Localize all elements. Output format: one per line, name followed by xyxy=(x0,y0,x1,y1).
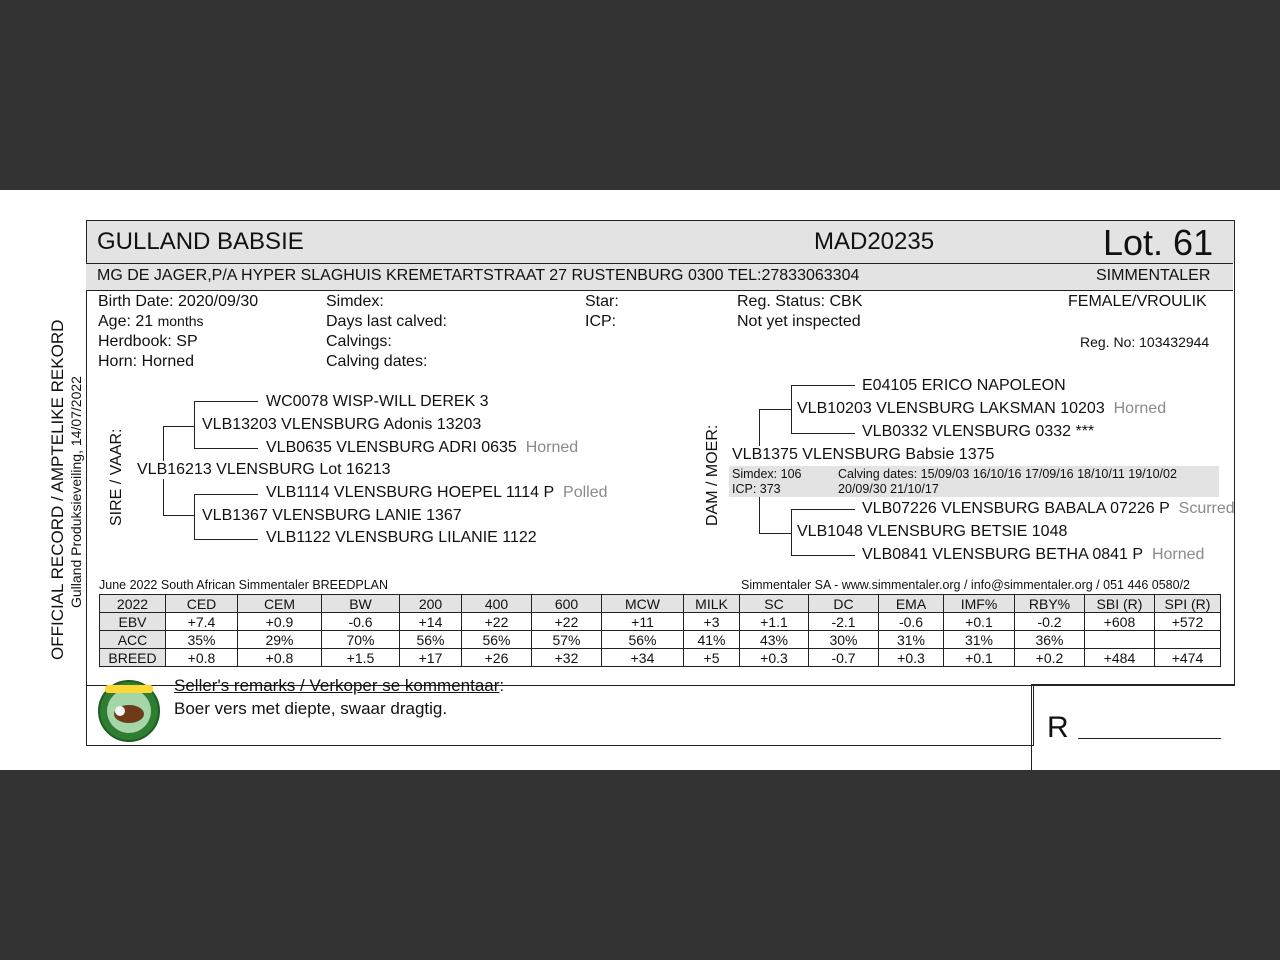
ebv-cell: 70% xyxy=(322,631,400,649)
ebv-cell: 43% xyxy=(740,631,809,649)
price-label: R xyxy=(1047,711,1069,744)
ebv-cell: -0.6 xyxy=(879,613,944,631)
ebv-header-cell: EMA xyxy=(879,595,944,613)
ebv-header-cell: 2022 xyxy=(100,595,166,613)
star-label: Star: xyxy=(585,293,619,310)
ebv-cell: +32 xyxy=(532,649,602,667)
calvings-label: Calvings: xyxy=(326,333,392,350)
ebv-cell: 56% xyxy=(462,631,532,649)
ebv-cell: -2.1 xyxy=(809,613,879,631)
sire-sire: VLB13203 VLENSBURG Adonis 13203 xyxy=(202,416,482,433)
dam-label: DAM / MOER: xyxy=(704,424,721,526)
age: Age: 21 months xyxy=(98,313,204,330)
ebv-cell: +3 xyxy=(684,613,740,631)
sire-sire-sire: WC0078 WISP-WILL DEREK 3 xyxy=(266,393,489,410)
ebv-cell: 36% xyxy=(1015,631,1085,649)
ebv-row xyxy=(100,613,1221,631)
simdex-label: Simdex: xyxy=(326,293,384,310)
sire: VLB16213 VLENSBURG Lot 16213 xyxy=(137,461,391,478)
ebv-cell: 56% xyxy=(400,631,462,649)
ebv-cell: 56% xyxy=(602,631,684,649)
ebv-cell: +5 xyxy=(684,649,740,667)
dam-sire-dam: VLB0332 VLENSBURG 0332 *** xyxy=(862,423,1095,440)
dam-bracket-top xyxy=(759,409,760,447)
lot-number: Lot. 61 xyxy=(1103,222,1214,263)
ebv-header-cell: CEM xyxy=(238,595,322,613)
ebv-cell: +34 xyxy=(602,649,684,667)
ebv-row-label: EBV xyxy=(100,613,166,631)
ebv-cell: 35% xyxy=(166,631,238,649)
sire-label: SIRE / VAAR: xyxy=(108,428,125,526)
ebv-header-cell: SC xyxy=(740,595,809,613)
ebv-header-cell: SBI (R) xyxy=(1085,595,1155,613)
ebv-header-cell: SPI (R) xyxy=(1155,595,1221,613)
birth-date: Birth Date: 2020/09/30 xyxy=(98,293,259,310)
ss-bracket xyxy=(194,401,195,448)
ebv-header-cell: RBY% xyxy=(1015,595,1085,613)
auction-label: Gulland Produksieveiling, 14/07/2022 xyxy=(68,376,84,608)
ebv-header-cell: MILK xyxy=(684,595,740,613)
reg-number: Reg. No: 103432944 xyxy=(1080,334,1210,350)
animal-code: MAD20235 xyxy=(814,228,935,255)
dam-icp: ICP: 373 xyxy=(732,482,781,496)
sd-bracket xyxy=(194,494,195,539)
ebv-cell: +22 xyxy=(532,613,602,631)
herdbook: Herdbook: SP xyxy=(98,333,198,350)
ebv-cell: 31% xyxy=(944,631,1015,649)
ebv-cell: +0.1 xyxy=(944,613,1015,631)
ebv-cell: +474 xyxy=(1155,649,1221,667)
ebv-row xyxy=(100,631,1221,649)
ebv-cell: +7.4 xyxy=(166,613,238,631)
sire-dam-sire: VLB1114 VLENSBURG HOEPEL 1114 P Polled xyxy=(266,484,608,501)
dam-sire: VLB10203 VLENSBURG LAKSMAN 10203 Horned xyxy=(797,400,1167,417)
ebv-cell: +0.9 xyxy=(238,613,322,631)
society-contact: Simmentaler SA - www.simmentaler.org / info@simmentaler.org / 051 446 0580/2 xyxy=(741,578,1191,592)
ebv-header-row xyxy=(100,595,1221,613)
dam-dam-dam: VLB0841 VLENSBURG BETHA 0841 P Horned xyxy=(862,546,1205,563)
dam-calving-dates-cont: 20/09/30 21/10/17 xyxy=(838,482,939,496)
sire-dam-dam: VLB1122 VLENSBURG LILANIE 1122 xyxy=(266,529,537,546)
price-line[interactable] xyxy=(1078,738,1221,739)
ebv-header-cell: DC xyxy=(809,595,879,613)
dam-bracket-bottom xyxy=(759,497,760,533)
breedplan-caption: June 2022 South African Simmentaler BREEDPLAN xyxy=(99,578,389,592)
inspection-status: Not yet inspected xyxy=(737,313,861,330)
ebv-cell: +0.8 xyxy=(166,649,238,667)
ebv-cell: +608 xyxy=(1085,613,1155,631)
ebv-header-cell: 400 xyxy=(462,595,532,613)
ebv-cell: +11 xyxy=(602,613,684,631)
ebv-table xyxy=(99,594,1221,667)
dam-dam: VLB1048 VLENSBURG BETSIE 1048 xyxy=(797,523,1068,540)
ebv-cell: +1.5 xyxy=(322,649,400,667)
official-record-label: OFFICIAL RECORD / AMPTELIKE REKORD xyxy=(48,319,67,660)
ebv-cell: +484 xyxy=(1085,649,1155,667)
ebv-cell: 31% xyxy=(879,631,944,649)
dam: VLB1375 VLENSBURG Babsie 1375 xyxy=(732,446,995,463)
sire-sire-dam: VLB0635 VLENSBURG ADRI 0635 Horned xyxy=(266,439,579,456)
ebv-cell: 57% xyxy=(532,631,602,649)
dam-simdex: Simdex: 106 xyxy=(732,467,802,481)
ebv-row xyxy=(100,649,1221,667)
ebv-cell: +26 xyxy=(462,649,532,667)
ebv-cell: -0.2 xyxy=(1015,613,1085,631)
ebv-header-cell: 600 xyxy=(532,595,602,613)
ebv-cell: +14 xyxy=(400,613,462,631)
reg-status: Reg. Status: CBK xyxy=(737,293,863,310)
ebv-cell: 30% xyxy=(809,631,879,649)
dd-bracket xyxy=(791,509,792,555)
dam-sire-sire: E04105 ERICO NAPOLEON xyxy=(862,377,1066,394)
ebv-header-cell: IMF% xyxy=(944,595,1015,613)
dam-dam-sire: VLB07226 VLENSBURG BABALA 07226 P Scurred xyxy=(862,500,1235,517)
icp-label: ICP: xyxy=(585,313,617,330)
animal-name: GULLAND BABSIE xyxy=(97,228,304,255)
ebv-cell: -0.6 xyxy=(322,613,400,631)
ebv-cell: +0.2 xyxy=(1015,649,1085,667)
ebv-header-cell: MCW xyxy=(602,595,684,613)
ebv-cell: +17 xyxy=(400,649,462,667)
dam-calving-dates: Calving dates: 15/09/03 16/10/16 17/09/16 18/10/11 19/10/02 xyxy=(838,467,1177,481)
ebv-cell xyxy=(1155,631,1221,649)
ebv-cell: +0.8 xyxy=(238,649,322,667)
ebv-header-cell: 200 xyxy=(400,595,462,613)
ebv-cell: +1.1 xyxy=(740,613,809,631)
horn-status: Horn: Horned xyxy=(98,353,195,370)
ebv-cell: +0.1 xyxy=(944,649,1015,667)
ebv-cell: 29% xyxy=(238,631,322,649)
calving-dates-label: Calving dates: xyxy=(326,353,428,370)
sex-label: FEMALE/VROULIK xyxy=(1068,293,1207,310)
remarks-heading: Seller's remarks / Verkoper se kommentaar: xyxy=(174,676,505,695)
society-logo xyxy=(97,679,161,743)
ebv-cell: +0.3 xyxy=(879,649,944,667)
ds-bracket xyxy=(791,385,792,433)
days-last-calved-label: Days last calved: xyxy=(326,313,447,330)
ebv-cell: -0.7 xyxy=(809,649,879,667)
owner-address: MG DE JAGER,P/A HYPER SLAGHUIS KREMETARTSTRAAT 27 RUSTENBURG 0300 TEL:27833063304 xyxy=(97,267,860,284)
ebv-cell xyxy=(1085,631,1155,649)
ebv-header-cell: CED xyxy=(166,595,238,613)
ebv-cell: +572 xyxy=(1155,613,1221,631)
breed-name: SIMMENTALER xyxy=(1096,267,1211,284)
ebv-row-label: BREED xyxy=(100,649,166,667)
ebv-cell: +0.3 xyxy=(740,649,809,667)
ebv-row-label: ACC xyxy=(100,631,166,649)
remarks-text: Boer vers met diepte, swaar dragtig. xyxy=(174,699,448,718)
sire-dam: VLB1367 VLENSBURG LANIE 1367 xyxy=(202,507,462,524)
ebv-cell: 41% xyxy=(684,631,740,649)
ebv-cell: +22 xyxy=(462,613,532,631)
ebv-header-cell: BW xyxy=(322,595,400,613)
